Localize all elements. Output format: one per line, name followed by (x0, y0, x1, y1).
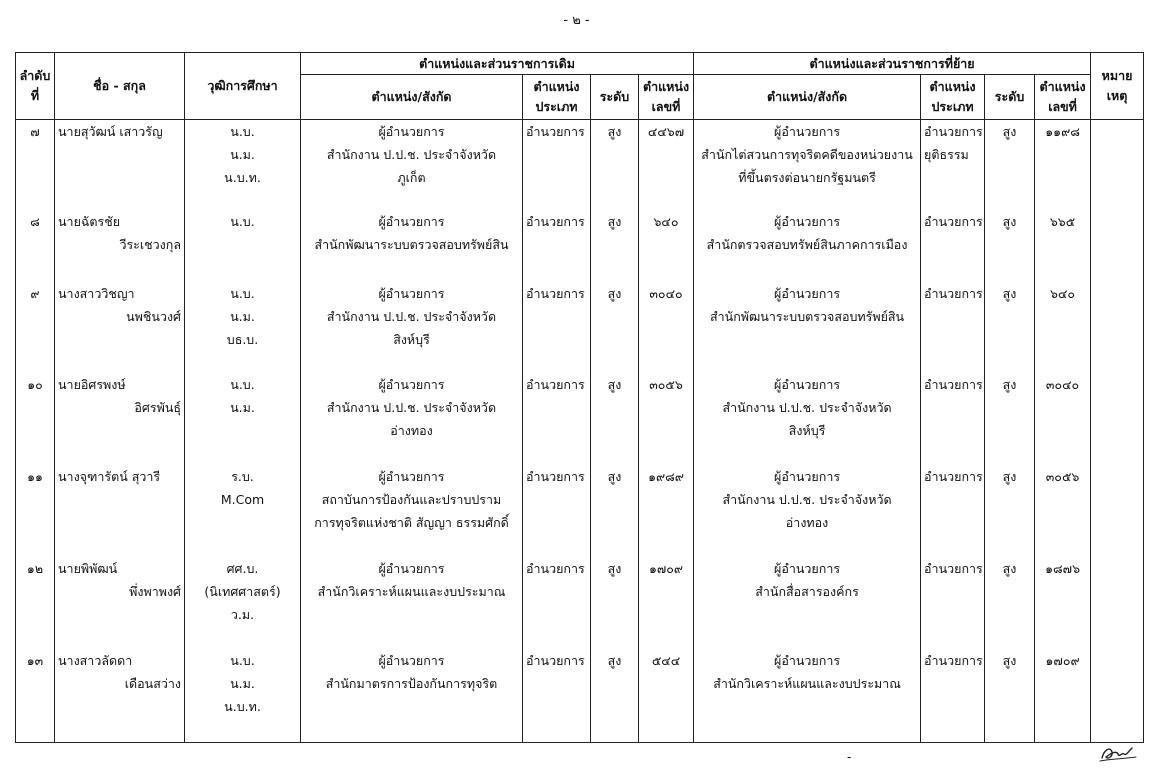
header-orig-level: ระดับ (591, 75, 639, 120)
table-row (16, 282, 1144, 373)
header-orig-number: ตำแหน่ง เลขที่ (639, 75, 694, 120)
row-remark (1091, 649, 1144, 743)
row-remark (1091, 120, 1144, 210)
row-name (55, 373, 185, 465)
row-orig-number: ๑๙๘๙ (639, 465, 694, 557)
row-orig-type: อำนวยการ (523, 210, 591, 282)
name-first-line: นางจุฑารัตน์ สุวารี (58, 468, 161, 484)
row-orig-type: อำนวยการ (523, 120, 591, 210)
table-row (16, 373, 1144, 465)
row-orig-position: ผู้อำนวยการ สำนักงาน ป.ป.ช. ประจำจังหวัด ภูเก็ต (301, 120, 523, 210)
row-name (55, 210, 185, 282)
row-new-level: สูง (985, 465, 1035, 557)
row-new-type: อำนวยการ (921, 465, 985, 557)
header-new-type: ตำแหน่ง ประเภท (921, 75, 985, 120)
row-new-type: อำนวยการ (921, 210, 985, 282)
row-new-level: สูง (985, 373, 1035, 465)
table-row (16, 557, 1144, 649)
row-name (55, 557, 185, 649)
row-new-level: สูง (985, 210, 1035, 282)
row-seq: ๙ (16, 282, 55, 373)
row-orig-level: สูง (591, 465, 639, 557)
table-row (16, 649, 1144, 743)
row-orig-type: อำนวยการ (523, 465, 591, 557)
row-new-type: อำนวยการ (921, 557, 985, 649)
header-orig-type: ตำแหน่ง ประเภท (523, 75, 591, 120)
row-name (55, 282, 185, 373)
row-new-position: ผู้อำนวยการ สำนักงาน ป.ป.ช. ประจำจังหวัด อ่างทอง (694, 465, 921, 557)
header-remark: หมาย เหตุ (1091, 53, 1144, 120)
row-education: น.บ. น.ม. น.บ.ท. (185, 120, 301, 210)
row-new-position: ผู้อำนวยการ สำนักวิเคราะห์แผนและงบประมาณ (694, 649, 921, 743)
signature-icon (1098, 740, 1138, 766)
name-first-line: นายสุวัฒน์ เสาวรัญ (58, 124, 163, 139)
row-orig-number: ๑๗๐๙ (639, 557, 694, 649)
name-last-line: อิศรพันธุ์ (134, 399, 181, 415)
row-orig-number: ๓๐๕๖ (639, 373, 694, 465)
row-orig-number: ๔๔๖๗ (639, 120, 694, 210)
row-remark (1091, 373, 1144, 465)
row-education: ร.บ. M.Com (185, 465, 301, 557)
row-name (55, 465, 185, 557)
row-orig-level: สูง (591, 210, 639, 282)
row-education: น.บ. น.ม. บธ.บ. (185, 282, 301, 373)
row-education: น.บ. น.ม. น.บ.ท. (185, 649, 301, 743)
row-new-position: ผู้อำนวยการ สำนักตรวจสอบทรัพย์สินภาคการเมือง (694, 210, 921, 282)
row-orig-position: ผู้อำนวยการ สำนักงาน ป.ป.ช. ประจำจังหวัด อ่างทอง (301, 373, 523, 465)
row-new-level: สูง (985, 282, 1035, 373)
row-seq: ๑๑ (16, 465, 55, 557)
transfer-table (15, 52, 1144, 743)
row-education: น.บ. น.ม. (185, 373, 301, 465)
row-orig-type: อำนวยการ (523, 557, 591, 649)
name-first-line: นางสาววิชญา (58, 285, 135, 301)
row-new-number: ๑๗๐๙ (1035, 649, 1091, 743)
row-new-type: อำนวยการ ยุติธรรม (921, 120, 985, 210)
row-orig-type: อำนวยการ (523, 282, 591, 373)
row-orig-position: ผู้อำนวยการ สำนักพัฒนาระบบตรวจสอบทรัพย์สิน (301, 210, 523, 282)
row-new-position: ผู้อำนวยการ สำนักไต่สวนการทุจริตคดีของหน่วยงาน ที่ขึ้นตรงต่อนายกรัฐมนตรี (694, 120, 921, 210)
header-new-number: ตำแหน่ง เลขที่ (1035, 75, 1091, 120)
row-orig-position: ผู้อำนวยการ สำนักวิเคราะห์แผนและงบประมาณ (301, 557, 523, 649)
row-orig-level: สูง (591, 557, 639, 649)
header-name: ชื่อ - สกุล (55, 53, 185, 120)
row-remark (1091, 465, 1144, 557)
name-first-line: นางสาวลัดดา (58, 652, 133, 668)
row-remark (1091, 210, 1144, 282)
row-orig-level: สูง (591, 373, 639, 465)
row-new-number: ๖๖๕ (1035, 210, 1091, 282)
header-education: วุฒิการศึกษา (185, 53, 301, 120)
row-seq: ๑๓ (16, 649, 55, 743)
name-last-line: เดือนสว่าง (124, 675, 181, 691)
name-first-line: นายพิพัฒน์ (58, 560, 118, 576)
header-new-level: ระดับ (985, 75, 1035, 120)
row-orig-position: ผู้อำนวยการ สำนักงาน ป.ป.ช. ประจำจังหวัด สิงห์บุรี (301, 282, 523, 373)
table-row (16, 465, 1144, 557)
name-last-line: พึ่งพาพงศ์ (129, 583, 181, 599)
row-new-level: สูง (985, 120, 1035, 210)
row-new-number: ๓๐๔๐ (1035, 373, 1091, 465)
table-row (16, 210, 1144, 282)
row-new-type: อำนวยการ (921, 282, 985, 373)
row-orig-number: ๓๐๔๐ (639, 282, 694, 373)
row-new-level: สูง (985, 649, 1035, 743)
row-orig-number: ๕๔๔ (639, 649, 694, 743)
header-seq: ลำดับ ที่ (16, 53, 55, 120)
row-orig-level: สูง (591, 649, 639, 743)
row-new-type: อำนวยการ (921, 649, 985, 743)
row-seq: ๗ (16, 120, 55, 210)
row-new-number: ๓๐๕๖ (1035, 465, 1091, 557)
header-orig-position: ตำแหน่ง/สังกัด (301, 75, 523, 120)
footer-mark: - (847, 750, 852, 764)
row-name (55, 120, 185, 210)
name-last-line: นพชินวงศ์ (126, 308, 181, 324)
row-seq: ๘ (16, 210, 55, 282)
header-original-group: ตำแหน่งและส่วนราชการเดิม (301, 53, 694, 75)
row-new-position: ผู้อำนวยการ สำนักพัฒนาระบบตรวจสอบทรัพย์สิน (694, 282, 921, 373)
row-remark (1091, 282, 1144, 373)
row-orig-position: ผู้อำนวยการ สถาบันการป้องกันและปราบปราม การทุจริตแห่งชาติ สัญญา ธรรมศักดิ์ (301, 465, 523, 557)
page-number: - ๒ - (563, 13, 590, 28)
row-orig-type: อำนวยการ (523, 649, 591, 743)
row-new-level: สูง (985, 557, 1035, 649)
row-education: น.บ. (185, 210, 301, 282)
row-new-number: ๑๑๙๘ (1035, 120, 1091, 210)
row-orig-position: ผู้อำนวยการ สำนักมาตรการป้องกันการทุจริต (301, 649, 523, 743)
name-first-line: นายอิศรพงษ์ (58, 376, 126, 392)
row-new-type: อำนวยการ (921, 373, 985, 465)
row-new-position: ผู้อำนวยการ สำนักสื่อสารองค์กร (694, 557, 921, 649)
row-seq: ๑๐ (16, 373, 55, 465)
row-remark (1091, 557, 1144, 649)
row-orig-number: ๖๔๐ (639, 210, 694, 282)
header-new-group: ตำแหน่งและส่วนราชการที่ย้าย (694, 53, 1091, 75)
table-row (16, 120, 1144, 210)
header-new-position: ตำแหน่ง/สังกัด (694, 75, 921, 120)
row-orig-level: สูง (591, 282, 639, 373)
row-education: ศศ.บ. (นิเทศศาสตร์) ว.ม. (185, 557, 301, 649)
row-name (55, 649, 185, 743)
row-new-number: ๖๔๐ (1035, 282, 1091, 373)
row-seq: ๑๒ (16, 557, 55, 649)
row-new-position: ผู้อำนวยการ สำนักงาน ป.ป.ช. ประจำจังหวัด สิงห์บุรี (694, 373, 921, 465)
row-new-number: ๑๘๗๖ (1035, 557, 1091, 649)
row-orig-level: สูง (591, 120, 639, 210)
row-orig-type: อำนวยการ (523, 373, 591, 465)
name-last-line: วีระเชวงกุล (119, 236, 181, 252)
name-first-line: นายฉัตรชัย (58, 213, 121, 229)
